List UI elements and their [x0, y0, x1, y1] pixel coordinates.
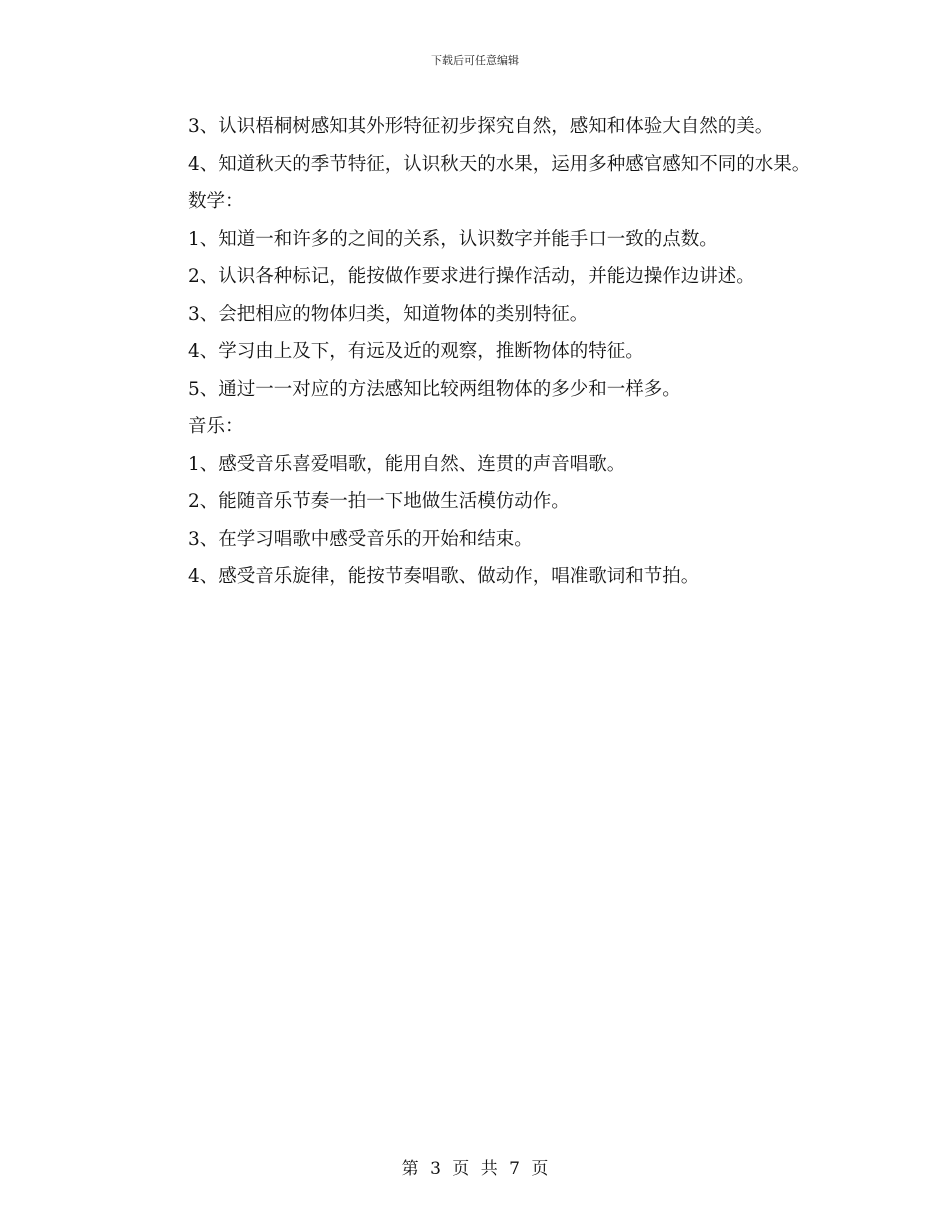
section-heading-math: 数学：	[188, 191, 244, 212]
paragraph-math-1: 1、知道一和许多的之间的关系，认识数字并能手口一致的点数。	[188, 228, 718, 250]
section-heading-music: 音乐：	[188, 416, 244, 437]
paragraph-music-3: 3、在学习唱歌中感受音乐的开始和结束。	[188, 528, 533, 550]
paragraph-music-2: 2、能随音乐节奏一拍一下地做生活模仿动作。	[188, 491, 570, 512]
paragraph-math-4: 4、学习由上及下，有远及近的观察，推断物体的特征。	[188, 341, 644, 362]
paragraph-math-2: 2、认识各种标记，能按做作要求进行操作活动，并能边操作边讲述。	[188, 266, 755, 287]
page-header: 下载后可任意编辑	[431, 54, 519, 67]
paragraph-math-3: 3、会把相应的物体归类，知道物体的类别特征。	[188, 303, 589, 325]
paragraph-math-5: 5、通过一一对应的方法感知比较两组物体的多少和一样多。	[188, 378, 681, 400]
paragraph-science-4: 4、知道秋天的季节特征，认识秋天的水果，运用多种感官感知不同的水果。	[188, 153, 811, 175]
paragraph-music-4: 4、感受音乐旋律，能按节奏唱歌、做动作，唱准歌词和节拍。	[188, 566, 700, 587]
paragraph-science-3: 3、认识梧桐树感知其外形特征初步探究自然，感知和体验大自然的美。	[188, 116, 774, 137]
document-body	[142, 108, 812, 596]
paragraph-music-1: 1、感受音乐喜爱唱歌，能用自然、连贯的声音唱歌。	[188, 453, 626, 475]
page-footer: 第 3 页 共 7 页	[401, 1159, 549, 1179]
